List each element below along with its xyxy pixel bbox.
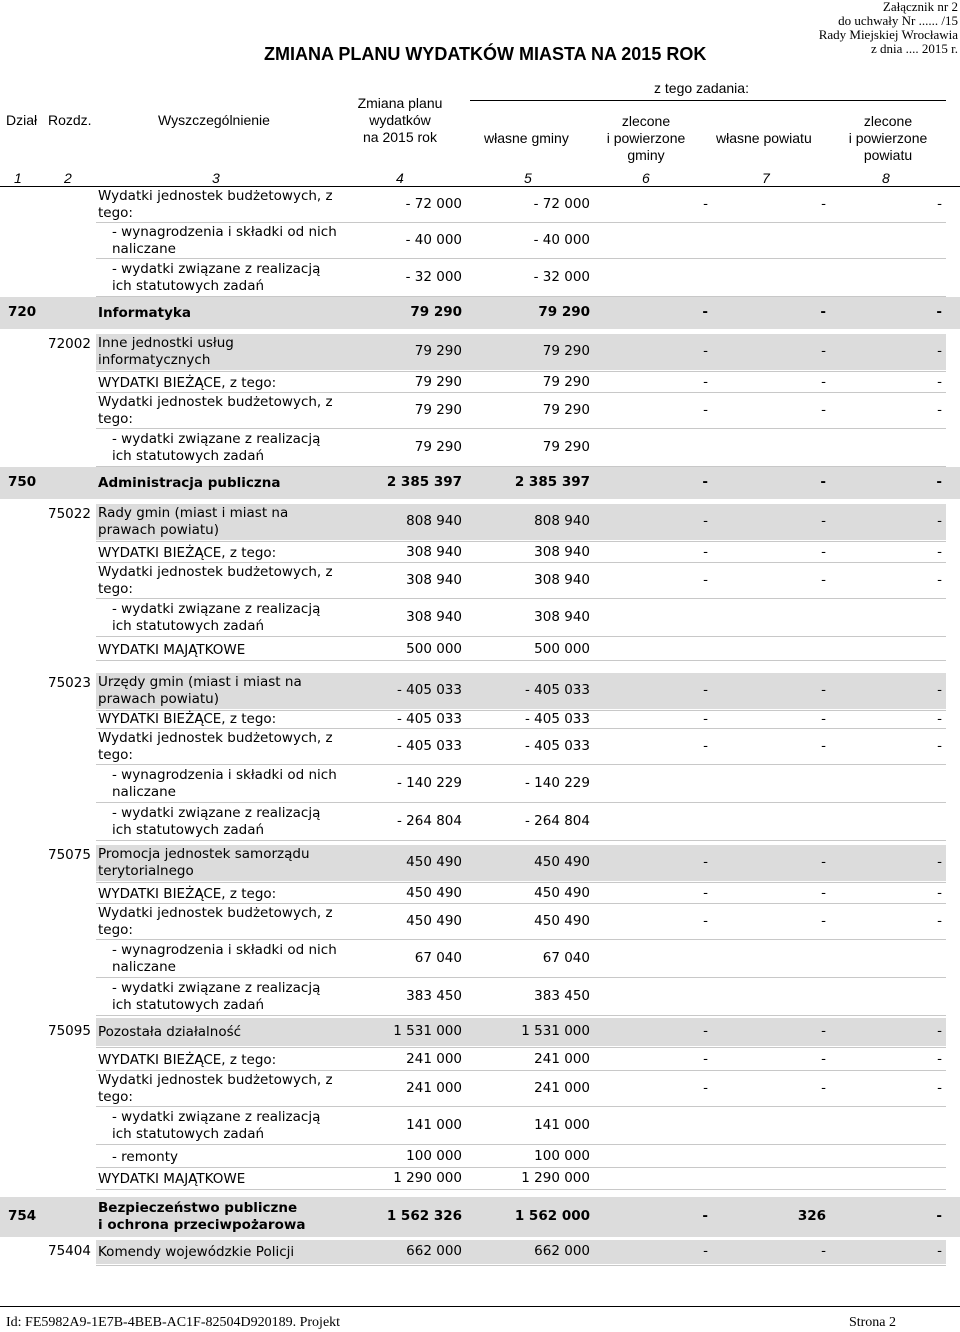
wlasne-powiatu-value: 326	[797, 1208, 826, 1224]
row-divider	[96, 222, 946, 223]
column-number: 6	[642, 170, 650, 186]
row-description	[98, 475, 281, 492]
zmiana-value: - 405 033	[397, 710, 462, 727]
zmiana-value: 808 940	[406, 513, 462, 529]
header-rozdz: Rozdz.	[48, 112, 92, 128]
zmiana-value: 450 490	[406, 885, 462, 901]
zlecone-gminy-value: -	[703, 343, 708, 359]
zmiana-value: - 140 229	[397, 775, 462, 791]
description-line: Pozostała działalność	[98, 1023, 242, 1040]
description-line: Komendy wojewódzkie Policji	[98, 1243, 295, 1260]
row-divider	[96, 802, 946, 803]
description-line: WYDATKI BIEŻĄCE, z tego:	[98, 1051, 277, 1068]
description-line: WYDATKI BIEŻĄCE, z tego:	[98, 374, 277, 391]
zmiana-value: 500 000	[406, 641, 462, 657]
description-line: tego:	[98, 922, 133, 938]
header-dzial: Dział	[6, 112, 38, 128]
description-line: WYDATKI MAJĄTKOWE	[98, 1170, 246, 1187]
description-line: tego:	[98, 411, 133, 427]
wlasne-gminy-value: 308 940	[534, 544, 590, 560]
row-divider	[96, 541, 946, 542]
row-divider	[96, 598, 946, 599]
attachment-note	[819, 0, 958, 56]
wlasne-gminy-value: 79 290	[538, 304, 590, 320]
wlasne-gminy-value: 79 290	[542, 343, 590, 359]
row-description	[112, 1149, 178, 1166]
row-description	[98, 1244, 294, 1261]
row-divider	[96, 1189, 946, 1190]
row-divider	[96, 371, 946, 372]
zlecone-powiatu-value: -	[937, 913, 942, 929]
page-title: ZMIANA PLANU WYDATKÓW MIASTA NA 2015 ROK	[264, 44, 707, 64]
wlasne-gminy-value: 450 490	[534, 885, 590, 901]
row-divider	[96, 939, 946, 940]
description-line: prawach powiatu)	[98, 522, 219, 538]
header-zlecone-powiatu-line2: i powierzone	[848, 130, 928, 146]
row-divider	[96, 882, 946, 883]
wlasne-gminy-value: - 405 033	[525, 738, 590, 754]
zmiana-value: - 405 033	[397, 738, 462, 754]
column-number: 2	[64, 170, 72, 186]
zlecone-gminy-value: -	[703, 402, 708, 418]
row-description	[98, 674, 302, 708]
description-line: Wydatki jednostek budżetowych, z	[98, 730, 333, 746]
wlasne-powiatu-value: -	[821, 402, 826, 418]
zmiana-value: 79 290	[414, 439, 462, 455]
row-description	[112, 980, 320, 1014]
header-zlecone-powiatu	[838, 113, 938, 164]
rozdzial-code: 75023	[48, 675, 91, 691]
wlasne-gminy-value: 241 000	[534, 1051, 590, 1067]
description-line: informatycznych	[98, 352, 211, 368]
row-description	[112, 261, 320, 295]
wlasne-gminy-value: 79 290	[542, 439, 590, 455]
description-line: - wydatki związane z realizacją	[112, 980, 321, 996]
wlasne-gminy-value: 662 000	[534, 1243, 590, 1259]
description-line: ich statutowych zadań	[112, 1126, 265, 1142]
row-description	[112, 601, 320, 635]
zlecone-powiatu-value: -	[937, 572, 942, 588]
row-description	[112, 767, 337, 801]
wlasne-gminy-value: 100 000	[534, 1148, 590, 1164]
row-divider	[96, 1144, 946, 1145]
zlecone-powiatu-value: -	[937, 513, 942, 529]
zlecone-powiatu-value: -	[937, 1051, 942, 1067]
wlasne-powiatu-value: -	[821, 682, 826, 698]
wlasne-gminy-value: 450 490	[534, 854, 590, 870]
wlasne-powiatu-value: -	[821, 374, 826, 390]
row-divider	[96, 392, 946, 393]
wlasne-gminy-value: - 405 033	[525, 682, 590, 698]
description-line: - wydatki związane z realizacją	[112, 601, 321, 617]
description-line: tego:	[98, 1089, 133, 1105]
description-line: - wydatki związane z realizacją	[112, 1109, 321, 1125]
row-divider	[96, 562, 946, 563]
row-divider	[96, 1167, 946, 1168]
zlecone-gminy-value: -	[702, 1208, 708, 1224]
row-description	[98, 305, 191, 322]
wlasne-gminy-value: 79 290	[542, 374, 590, 390]
zlecone-powiatu-value: -	[937, 854, 942, 870]
row-description	[98, 1072, 333, 1106]
column-number: 3	[212, 170, 220, 186]
row-description	[98, 711, 276, 728]
description-line: - wynagrodzenia i składki od nich	[112, 942, 337, 958]
wlasne-gminy-value: - 264 804	[525, 813, 590, 829]
attachment-resolution: do uchwały Nr ...... /15	[838, 13, 958, 28]
description-line: Bezpieczeństwo publiczne	[98, 1200, 298, 1216]
description-line: - wynagrodzenia i składki od nich	[112, 767, 337, 783]
dzial-code: 750	[8, 474, 37, 490]
description-line: - remonty	[112, 1148, 178, 1165]
description-line: Wydatki jednostek budżetowych, z	[98, 905, 333, 921]
zmiana-value: 450 490	[406, 913, 462, 929]
wlasne-gminy-value: 308 940	[534, 609, 590, 625]
zlecone-powiatu-value: -	[937, 738, 942, 754]
row-divider	[96, 1070, 946, 1071]
zlecone-gminy-value: -	[703, 1080, 708, 1096]
wlasne-powiatu-value: -	[821, 572, 826, 588]
wlasne-gminy-value: 450 490	[534, 913, 590, 929]
dzial-code: 754	[8, 1208, 37, 1224]
description-line: - wydatki związane z realizacją	[112, 261, 321, 277]
zlecone-powiatu-value: -	[936, 474, 942, 490]
description-line: ich statutowych zadań	[112, 822, 265, 838]
description-line: Promocja jednostek samorządu	[98, 846, 310, 862]
header-zlecone-gminy-line2: i powierzone	[606, 130, 686, 146]
zlecone-gminy-value: -	[703, 738, 708, 754]
wlasne-powiatu-value: -	[821, 1243, 826, 1259]
zmiana-value: 662 000	[406, 1243, 462, 1259]
wlasne-powiatu-value: -	[821, 854, 826, 870]
row-description	[112, 224, 337, 258]
zlecone-gminy-value: -	[703, 885, 708, 901]
row-divider	[96, 764, 946, 765]
zlecone-gminy-value: -	[703, 710, 708, 727]
wlasne-gminy-value: 1 531 000	[521, 1023, 590, 1039]
zlecone-powiatu-value: -	[937, 710, 942, 727]
description-line: prawach powiatu)	[98, 691, 219, 707]
zlecone-gminy-value: -	[703, 196, 708, 212]
row-description	[98, 335, 234, 369]
header-zlecone-powiatu-line3: powiatu	[863, 147, 913, 163]
column-number: 1	[14, 170, 22, 186]
row-description	[98, 730, 333, 764]
page-number: Strona 2	[848, 1315, 896, 1330]
zmiana-value: 1 562 326	[386, 1208, 462, 1224]
zmiana-value: 79 290	[414, 374, 462, 390]
row-description	[112, 431, 320, 465]
wlasne-gminy-value: 241 000	[534, 1080, 590, 1096]
row-divider	[96, 1047, 946, 1048]
row-description	[98, 1024, 241, 1041]
wlasne-powiatu-value: -	[821, 1080, 826, 1096]
row-description	[98, 642, 245, 659]
row-description	[98, 375, 276, 392]
description-line: Informatyka	[98, 304, 191, 321]
row-description	[98, 545, 276, 562]
row-description	[98, 188, 333, 222]
header-wlasne-gminy: własne gminy	[484, 130, 569, 146]
zmiana-value: - 405 033	[397, 682, 462, 698]
document-id: Id: FE5982A9-1E7B-4BEB-AC1F-82504D920189. Projekt	[6, 1315, 341, 1330]
header-zmiana-line1: Zmiana planu	[357, 95, 443, 111]
wlasne-gminy-value: - 72 000	[533, 196, 590, 212]
zlecone-powiatu-value: -	[937, 682, 942, 698]
zmiana-value: 2 385 397	[386, 474, 462, 490]
column-number: 5	[524, 170, 532, 186]
row-divider	[96, 977, 946, 978]
zmiana-value: 79 290	[410, 304, 462, 320]
header-zlecone-gminy-line3: gminy	[627, 147, 665, 163]
row-description	[98, 846, 310, 880]
zmiana-value: 100 000	[406, 1148, 462, 1164]
description-line: WYDATKI BIEŻĄCE, z tego:	[98, 885, 277, 902]
row-description	[98, 394, 333, 428]
zlecone-gminy-value: -	[703, 1243, 708, 1259]
wlasne-powiatu-value: -	[821, 196, 826, 212]
zmiana-value: 308 940	[406, 609, 462, 625]
wlasne-gminy-value: - 405 033	[525, 710, 590, 727]
header-zmiana-line3: na 2015 rok	[363, 129, 437, 145]
zmiana-value: - 72 000	[405, 196, 462, 212]
zlecone-powiatu-value: -	[937, 374, 942, 390]
zmiana-value: 141 000	[406, 1117, 462, 1133]
description-line: tego:	[98, 581, 133, 597]
zlecone-powiatu-value: -	[937, 885, 942, 901]
header-zlecone-powiatu-line1: zlecone	[863, 113, 913, 129]
rozdzial-code: 75022	[48, 506, 91, 522]
zlecone-powiatu-value: -	[937, 196, 942, 212]
description-line: ich statutowych zadań	[112, 997, 265, 1013]
row-divider	[96, 258, 946, 259]
description-line: WYDATKI BIEŻĄCE, z tego:	[98, 711, 277, 727]
row-description	[98, 564, 333, 598]
row-divider	[96, 1106, 946, 1107]
wlasne-powiatu-value: -	[821, 343, 826, 359]
zmiana-value: 79 290	[414, 343, 462, 359]
description-line: i ochrona przeciwpożarowa	[98, 1217, 306, 1233]
description-line: naliczane	[112, 784, 176, 800]
zlecone-powiatu-value: -	[937, 544, 942, 560]
attachment-number: Załącznik nr 2	[882, 0, 958, 14]
row-divider	[96, 1015, 946, 1016]
attachment-council: Rady Miejskiej Wrocławia	[818, 27, 958, 42]
zlecone-powiatu-value: -	[937, 343, 942, 359]
dzial-code: 720	[8, 304, 37, 320]
description-line: - wynagrodzenia i składki od nich	[112, 224, 337, 240]
zlecone-gminy-value: -	[703, 374, 708, 390]
header-wyszczegolnienie: Wyszczególnienie	[158, 112, 270, 128]
wlasne-gminy-value: 79 290	[542, 402, 590, 418]
wlasne-powiatu-value: -	[821, 885, 826, 901]
description-line: ich statutowych zadań	[112, 448, 265, 464]
zlecone-gminy-value: -	[703, 913, 708, 929]
zlecone-gminy-value: -	[703, 682, 708, 698]
zlecone-gminy-value: -	[703, 544, 708, 560]
description-line: WYDATKI BIEŻĄCE, z tego:	[98, 544, 277, 561]
header-zlecone-gminy	[596, 113, 696, 164]
description-line: terytorialnego	[98, 863, 194, 879]
column-number: 8	[882, 170, 890, 186]
wlasne-gminy-value: 2 385 397	[514, 474, 590, 490]
row-divider	[96, 840, 946, 841]
zmiana-value: 1 290 000	[393, 1170, 462, 1186]
wlasne-powiatu-value: -	[821, 1023, 826, 1039]
row-description	[98, 1052, 276, 1069]
row-divider	[96, 903, 946, 904]
zlecone-gminy-value: -	[703, 854, 708, 870]
row-description	[98, 1200, 305, 1234]
description-line: Wydatki jednostek budżetowych, z	[98, 564, 333, 580]
zlecone-gminy-value: -	[702, 474, 708, 490]
wlasne-gminy-value: 383 450	[534, 988, 590, 1004]
wlasne-powiatu-value: -	[821, 913, 826, 929]
description-line: ich statutowych zadań	[112, 618, 265, 634]
header-z-tego: z tego zadania:	[654, 80, 749, 96]
zlecone-powiatu-value: -	[937, 1243, 942, 1259]
zmiana-value: - 264 804	[397, 813, 462, 829]
description-line: tego:	[98, 205, 133, 221]
zlecone-powiatu-value: -	[936, 1208, 942, 1224]
wlasne-gminy-value: 1 290 000	[521, 1170, 590, 1186]
zmiana-value: 241 000	[406, 1051, 462, 1067]
zmiana-value: 308 940	[406, 544, 462, 560]
description-line: - wydatki związane z realizacją	[112, 805, 321, 821]
description-line: ich statutowych zadań	[112, 278, 265, 294]
zmiana-value: - 40 000	[405, 232, 462, 248]
wlasne-gminy-value: - 140 229	[525, 775, 590, 791]
zlecone-powiatu-value: -	[937, 402, 942, 418]
wlasne-gminy-value: 141 000	[534, 1117, 590, 1133]
zmiana-value: 67 040	[414, 950, 462, 966]
zlecone-powiatu-value: -	[937, 1080, 942, 1096]
column-number: 7	[762, 170, 770, 186]
zlecone-gminy-value: -	[703, 1051, 708, 1067]
wlasne-gminy-value: - 40 000	[533, 232, 590, 248]
description-line: Wydatki jednostek budżetowych, z	[98, 394, 333, 410]
row-description	[112, 805, 320, 839]
zmiana-value: 79 290	[414, 402, 462, 418]
zmiana-value: - 32 000	[405, 269, 462, 285]
row-divider	[96, 1265, 946, 1266]
wlasne-powiatu-value: -	[821, 710, 826, 727]
row-divider	[96, 728, 946, 729]
row-divider	[96, 636, 946, 637]
description-line: Administracja publiczna	[98, 474, 281, 491]
row-description	[98, 1171, 245, 1188]
header-zmiana-planu	[340, 95, 460, 146]
zlecone-gminy-value: -	[703, 572, 708, 588]
wlasne-gminy-value: - 32 000	[533, 269, 590, 285]
description-line: - wydatki związane z realizacją	[112, 431, 321, 447]
rozdzial-code: 75095	[48, 1023, 91, 1039]
description-line: Inne jednostki usług	[98, 335, 234, 351]
zmiana-value: 308 940	[406, 572, 462, 588]
zmiana-value: 383 450	[406, 988, 462, 1004]
rozdzial-code: 72002	[48, 336, 91, 352]
zlecone-powiatu-value: -	[936, 304, 942, 320]
zlecone-gminy-value: -	[702, 304, 708, 320]
wlasne-gminy-value: 500 000	[534, 641, 590, 657]
page-footer	[0, 1306, 960, 1330]
rozdzial-code: 75404	[48, 1243, 91, 1259]
header-bottom-rule	[0, 186, 960, 187]
header-wlasne-powiatu: własne powiatu	[716, 130, 812, 146]
wlasne-gminy-value: 308 940	[534, 572, 590, 588]
wlasne-powiatu-value: -	[821, 513, 826, 529]
wlasne-gminy-value: 808 940	[534, 513, 590, 529]
row-description	[98, 505, 288, 539]
zlecone-gminy-value: -	[703, 1023, 708, 1039]
wlasne-powiatu-value: -	[820, 474, 826, 490]
description-line: Wydatki jednostek budżetowych, z	[98, 1072, 333, 1088]
wlasne-gminy-value: 1 562 000	[514, 1208, 590, 1224]
zmiana-value: 450 490	[406, 854, 462, 870]
description-line: naliczane	[112, 959, 176, 975]
attachment-date: z dnia .... 2015 r.	[870, 41, 958, 56]
row-divider	[96, 660, 946, 661]
column-number: 4	[396, 170, 404, 186]
header-zmiana-line2: wydatków	[369, 112, 431, 128]
zmiana-value: 1 531 000	[393, 1023, 462, 1039]
wlasne-gminy-value: 67 040	[542, 950, 590, 966]
zlecone-powiatu-value: -	[937, 1023, 942, 1039]
wlasne-powiatu-value: -	[821, 738, 826, 754]
description-line: Wydatki jednostek budżetowych, z	[98, 188, 333, 204]
wlasne-powiatu-value: -	[821, 544, 826, 560]
wlasne-powiatu-value: -	[821, 1051, 826, 1067]
zmiana-value: 241 000	[406, 1080, 462, 1096]
row-description	[112, 942, 337, 976]
description-line: WYDATKI MAJĄTKOWE	[98, 641, 246, 658]
row-description	[112, 1109, 320, 1143]
description-line: Rady gmin (miast i miast na	[98, 505, 289, 521]
header-zlecone-gminy-line1: zlecone	[621, 113, 671, 129]
header-divider	[470, 100, 946, 101]
description-line: naliczane	[112, 241, 176, 257]
row-divider	[96, 428, 946, 429]
row-description	[98, 905, 333, 939]
wlasne-powiatu-value: -	[820, 304, 826, 320]
description-line: tego:	[98, 747, 133, 763]
zlecone-gminy-value: -	[703, 513, 708, 529]
row-description	[98, 886, 276, 903]
rozdzial-code: 75075	[48, 847, 91, 863]
description-line: Urzędy gmin (miast i miast na	[98, 674, 302, 690]
